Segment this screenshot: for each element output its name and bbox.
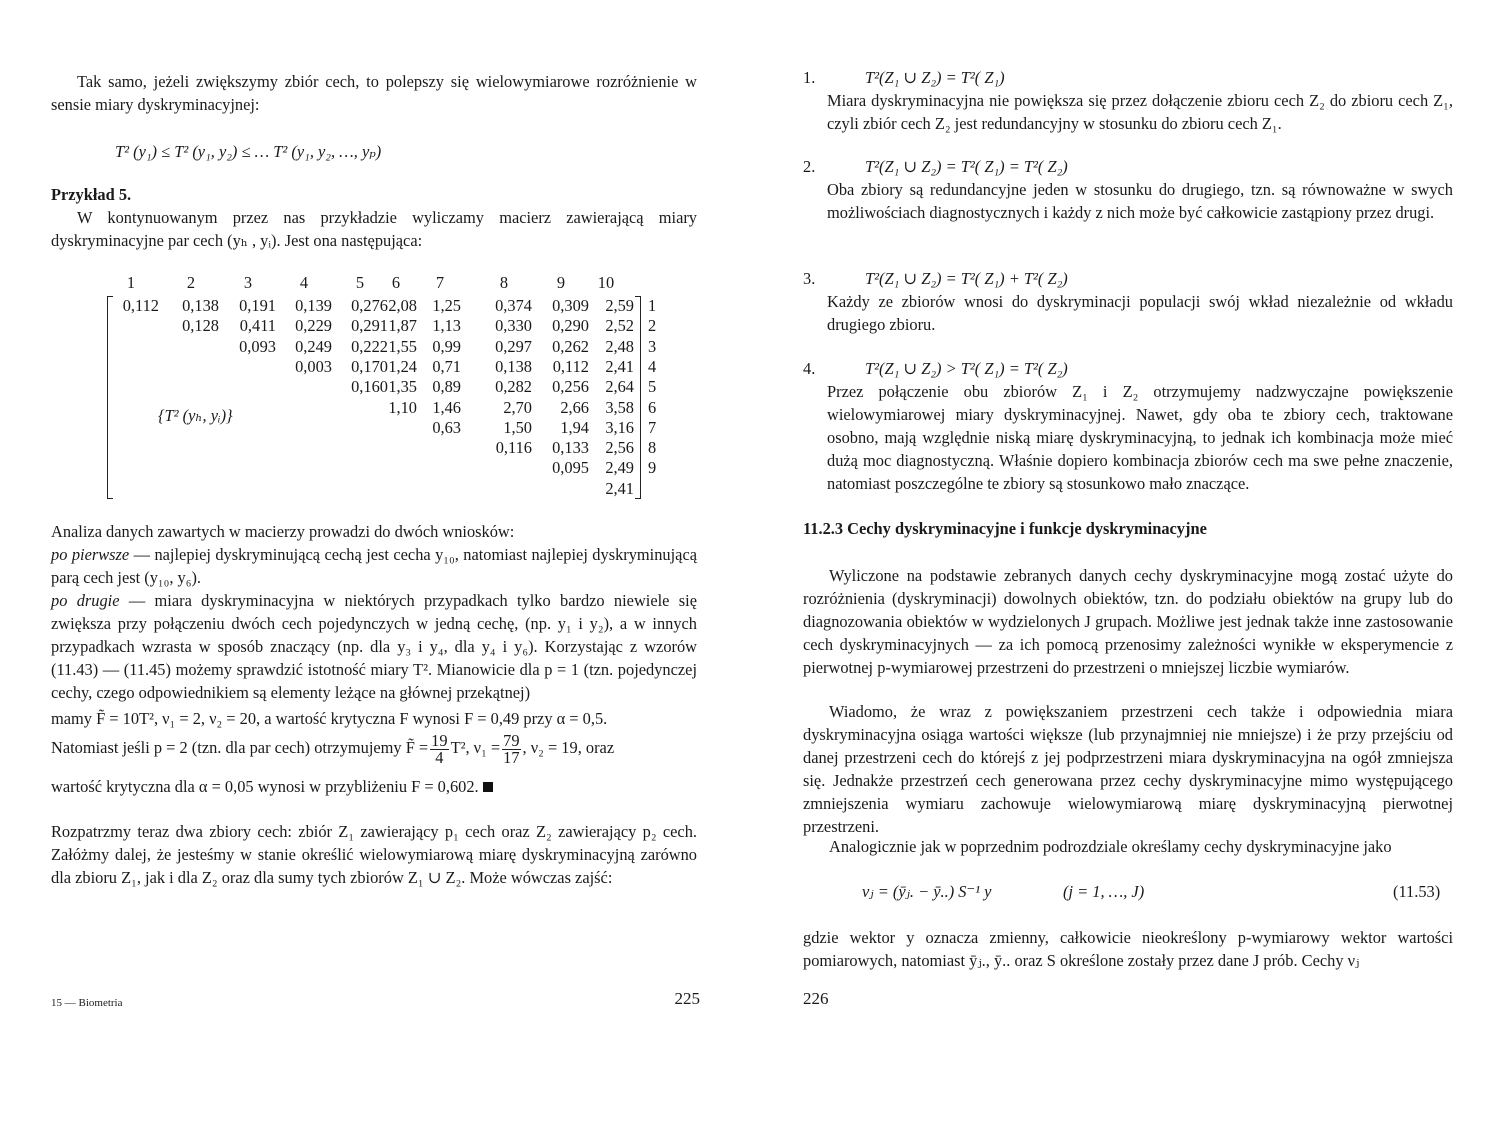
frac2-den: 17: [503, 747, 520, 767]
page-number-left: 225: [674, 989, 700, 1008]
case-number: 3.: [803, 269, 816, 288]
matrix-cell: 2,56: [605, 438, 634, 458]
matrix-cell: 1,24: [388, 356, 417, 376]
matrix-cell: 0,63: [432, 417, 461, 437]
matrix-cell: 0,71: [432, 356, 461, 376]
matrix-cell: 1,46: [432, 397, 461, 417]
matrix-cell: 0,330: [495, 316, 532, 336]
matrix-cell: 2,64: [605, 377, 634, 397]
matrix-cell: 0,282: [495, 377, 532, 397]
paragraph-3: Analogicznie jak w poprzednim podrozdziale określamy cechy dyskryminacyjne jako: [829, 837, 1392, 856]
analysis-intro: Analiza danych zawartych w macierzy prowadzi do dwóch wniosków:: [51, 522, 515, 541]
matrix-col-header: 7: [435, 273, 445, 292]
matrix-cell: 0,160: [351, 377, 388, 397]
matrix-cell: 2,49: [605, 458, 634, 478]
natomiast-b: T², ν₁ =: [450, 738, 501, 757]
matrix-cell: 0,297: [495, 336, 532, 356]
discrimination-matrix: [103, 271, 663, 501]
matrix-col-header: 9: [556, 273, 566, 292]
matrix-cell: 0,191: [239, 296, 276, 315]
paragraph-2: Wiadomo, że wraz z powiększaniem przestrzeni cech także i odpowiednia miara dyskryminacyjna osiąga wartości większe (lub przynajmniej nie mniejsze) i że przy przejściu od danej przestrzeni cech do którejś z jej podprzestrzeni miara dyskryminacyjna na ogół zmniejsza się. Jednakże przestrzeń cech generowana przez cechy dyskryminacyjne mimo występującego zmniejszenia wymiaru zachowuje wielowymiarową miarę dyskryminacyjną pierwotnej przestrzeni.: [803, 702, 1453, 836]
matrix-left-bracket: [107, 296, 113, 499]
matrix-cell: 0,374: [495, 296, 532, 315]
equation-range: (j = 1, …, J): [1063, 882, 1145, 901]
case-number: 4.: [803, 359, 816, 378]
matrix-cell: 1,13: [432, 316, 461, 336]
matrix-cell: 0,411: [239, 316, 276, 336]
matrix-cell: 0,128: [182, 316, 219, 336]
matrix-cell: 0,093: [239, 336, 276, 356]
matrix-cell: 2,66: [560, 397, 589, 417]
matrix-cell: 0,276: [351, 296, 388, 315]
intro-paragraph: Tak samo, jeżeli zwiększymy zbiór cech, to polepszy się wielowymiarowe rozróżnienie w sensie miary dyskryminacyjnej:: [51, 72, 697, 114]
matrix-cell: 2,48: [605, 336, 634, 356]
fraction-79-17: [502, 730, 520, 767]
matrix-cell: 0,290: [552, 316, 589, 336]
case-text: Oba zbiory są redundancyjne jeden w stosunku do drugiego, tzn. są równoważne w swych możliwościach diagnostycznych i każdy z nich może być całkowicie zastąpiony przez drugi.: [827, 180, 1453, 222]
matrix-cell: 0,256: [552, 377, 589, 397]
matrix-cell: 1,50: [503, 417, 532, 437]
matrix-col-header: 8: [499, 273, 509, 292]
matrix-row-index: 6: [648, 397, 657, 417]
matrix-cell: 0,89: [432, 377, 461, 397]
section-heading: 11.2.3 Cechy dyskryminacyjne i funkcje dyskryminacyjne: [803, 519, 1207, 538]
case-formula: T²(Z₁ ∪ Z₂) = T²( Z₁): [865, 68, 1005, 87]
matrix-col-header: 3: [243, 273, 253, 292]
matrix-cell: 0,291: [351, 316, 388, 336]
frac2-num: 79: [503, 730, 520, 750]
matrix-cell: 0,138: [495, 356, 532, 376]
matrix-cell: 2,08: [388, 296, 417, 315]
matrix-cell: 2,52: [605, 316, 634, 336]
matrix-cell: 0,139: [295, 296, 332, 315]
matrix-cell: 3,16: [605, 417, 634, 437]
conclusion-second-text: — miara dyskryminacyjna w niektórych przypadkach tylko bardzo niewiele się zwiększa przy połączeniu dwóch cech pojedynczych w jedną cechę, (np. y₁ i y₂), a w innych przypadkach wzrasta w sposób znaczący (np. dla y₃ i y₄, dla y₄ i y₆). Korzystając z wzorów (11.43) — (11.45) możemy sprawdzić istotność miary T². Mianowicie dla p = 1 (tzn. pojedynczej cechy, czego odpowiednikiem są elementy leżące na głównej przekątnej): [51, 591, 697, 702]
matrix-cell: 0,112: [552, 356, 589, 376]
matrix-row-index: 4: [648, 356, 657, 376]
matrix-label: {T² (yₕ, yᵢ)}: [158, 406, 233, 425]
matrix-cell: 0,99: [432, 336, 461, 356]
case-formula: T²(Z₁ ∪ Z₂) = T²( Z₁) + T²( Z₂): [865, 269, 1068, 288]
matrix-cell: 0,095: [552, 458, 589, 478]
matrix-cell: 1,10: [388, 397, 417, 417]
matrix-row-index: 2: [648, 316, 657, 336]
matrix-row-index: 1: [648, 296, 657, 315]
matrix-col-header: 6: [391, 273, 401, 292]
matrix-col-header: 10: [597, 273, 615, 292]
conclusion-second: [51, 589, 697, 704]
paragraph-1: Wyliczone na podstawie zebranych danych cechy dyskryminacyjne mogą zostać użyte do rozróżnienia (dyskryminacji) dowolnych obiektów, tzn. do podziału obiektów na grupy lub do diagnozowania obiektów w wydzielonych J grupach. Możliwe jest jednak także inne zastosowanie cech dyskryminacyjnych — za ich pomocą przenosimy zależności wynikłe w eksperymencie z pierwotnej p-wymiarowej przestrzeni do przestrzeni o mniejszej liczbie wymiarów.: [803, 566, 1453, 677]
matrix-col-header: 1: [126, 273, 136, 292]
case-formula: T²(Z₁ ∪ Z₂) = T²( Z₁) = T²( Z₂): [865, 157, 1068, 176]
matrix-cell: 0,309: [552, 296, 589, 315]
matrix-row-index: 5: [648, 377, 657, 397]
conclusion-first: [51, 543, 697, 589]
conclusion-first-text: — najlepiej dyskryminującą cechą jest cecha y₁₀, natomiast najlepiej dyskryminującą parą cech jest (y₁₀, y₆).: [51, 545, 697, 587]
rozpatrzmy-paragraph: Rozpatrzmy teraz dwa zbiory cech: zbiór Z₁ zawierający p₁ cech oraz Z₂ zawierający p₂ cech. Załóżmy dalej, że jesteśmy w stanie określić wielowymiarową miarę dyskryminacyjną zarówno dla zbioru Z₁, jak i dla Z₂ oraz dla sumy tych zbiorów Z₁ ∪ Z₂. Może wówczas zajść:: [51, 822, 697, 887]
matrix-cell: 2,59: [605, 296, 634, 315]
inequality-formula: T² (y₁) ≤ T² (y₁, y₂) ≤ … T² (y₁, y₂, …, yₚ): [115, 142, 382, 161]
frac1-den: 4: [435, 747, 444, 767]
matrix-cell: 0,133: [552, 438, 589, 458]
case-formula: T²(Z₁ ∪ Z₂) > T²( Z₁) = T²( Z₂): [865, 359, 1068, 378]
matrix-cell: 1,35: [388, 377, 417, 397]
conclusion-second-lead: po drugie: [51, 591, 120, 610]
matrix-cell: 1,25: [432, 296, 461, 315]
matrix-cell: 1,94: [560, 417, 589, 437]
matrix-cell: 2,41: [605, 356, 634, 376]
matrix-cell: 0,262: [552, 336, 589, 356]
case-text: Każdy ze zbiorów wnosi do dyskryminacji populacji swój wkład niezależnie od wkładu drugiego zbioru.: [827, 292, 1453, 334]
matrix-cell: 0,116: [495, 438, 532, 458]
matrix-row-index: 3: [648, 336, 657, 356]
matrix-col-header: 2: [186, 273, 196, 292]
critical-value-text: wartość krytyczna dla α = 0,05 wynosi w przybliżeniu F = 0,602.: [51, 777, 479, 796]
right-page: [750, 0, 1500, 1131]
matrix-cell: 0,138: [182, 296, 219, 315]
end-of-proof-square-icon: [483, 782, 493, 792]
equation-main: νⱼ = (ȳⱼ. − ȳ..) S⁻¹ y: [862, 882, 992, 901]
natomiast-c: , ν₂ = 19, oraz: [522, 738, 615, 757]
mamy-line: mamy F̃ = 10T², ν₁ = 2, ν₂ = 20, a wartość krytyczna F wynosi F = 0,49 przy α = 0,5.: [51, 709, 608, 728]
equation-number: (11.53): [1393, 882, 1441, 901]
matrix-cell: 2,41: [605, 478, 634, 498]
matrix-row-index: 9: [648, 458, 657, 478]
matrix-cell: 0,170: [351, 356, 388, 376]
matrix-cell: 3,58: [605, 397, 634, 417]
matrix-cell: 1,55: [388, 336, 417, 356]
page-number-right: 226: [803, 989, 829, 1008]
matrix-col-header: 5: [355, 273, 365, 292]
case-number: 1.: [803, 68, 816, 87]
fraction-19-4: [430, 730, 448, 767]
natomiast-a: Natomiast jeśli p = 2 (tzn. dla par cech) otrzymujemy F̃ =: [51, 738, 429, 757]
matrix-cell: 0,249: [295, 336, 332, 356]
frac1-num: 19: [431, 730, 448, 750]
case-number: 2.: [803, 157, 816, 176]
footer-signature: 15 — Biometria: [51, 997, 123, 1009]
conclusion-first-lead: po pierwsze: [51, 545, 130, 564]
case-text: Przez połączenie obu zbiorów Z₁ i Z₂ otrzymujemy nadzwyczajne powiększenie wielowymiarowej miary dyskryminacyjnej. Nawet, gdy oba te zbiory cech, traktowane osobno, mają względnie niską miarę dyskryminacyjną, to jednak ich kombinacja może mieć dużą moc diagnostyczną. Właśnie dopiero kombinacja zbiorów cech ma swe pełne znaczenie, natomiast poszczególne te zbiory są stosunkowo mało znaczące.: [827, 382, 1453, 493]
matrix-cell: 0,112: [122, 296, 159, 315]
natomiast-line: [51, 730, 697, 766]
matrix-col-header: 4: [299, 273, 309, 292]
case-text: Miara dyskryminacyjna nie powiększa się przez dołączenie zbioru cech Z₂ do zbioru cech Z₁, czyli zbiór cech Z₂ jest redundancyjny w stosunku do zbioru cech Z₁.: [827, 91, 1453, 133]
example-title: Przykład 5.: [51, 185, 132, 204]
matrix-right-bracket: [635, 296, 641, 499]
matrix-cell: 2,70: [503, 397, 532, 417]
matrix-cell: 0,222: [351, 336, 388, 356]
critical-value-line: [51, 775, 697, 798]
matrix-row-index: 8: [648, 438, 657, 458]
example-paragraph: W kontynuowanym przez nas przykładzie wyliczamy macierz zawierającą miary dyskryminacyjne par cech (yₕ , yᵢ). Jest ona następująca:: [51, 208, 697, 250]
matrix-row-index: 7: [648, 417, 657, 437]
matrix-cell: 1,87: [388, 316, 417, 336]
paragraph-4: gdzie wektor y oznacza zmienny, całkowicie nieokreślony p-wymiarowy wektor wartości pomiarowych, natomiast ȳⱼ., ȳ.. oraz S określone zostały przez dane J prób. Cechy νⱼ: [803, 928, 1453, 970]
matrix-cell: 0,003: [295, 356, 332, 376]
matrix-cell: 0,229: [295, 316, 332, 336]
